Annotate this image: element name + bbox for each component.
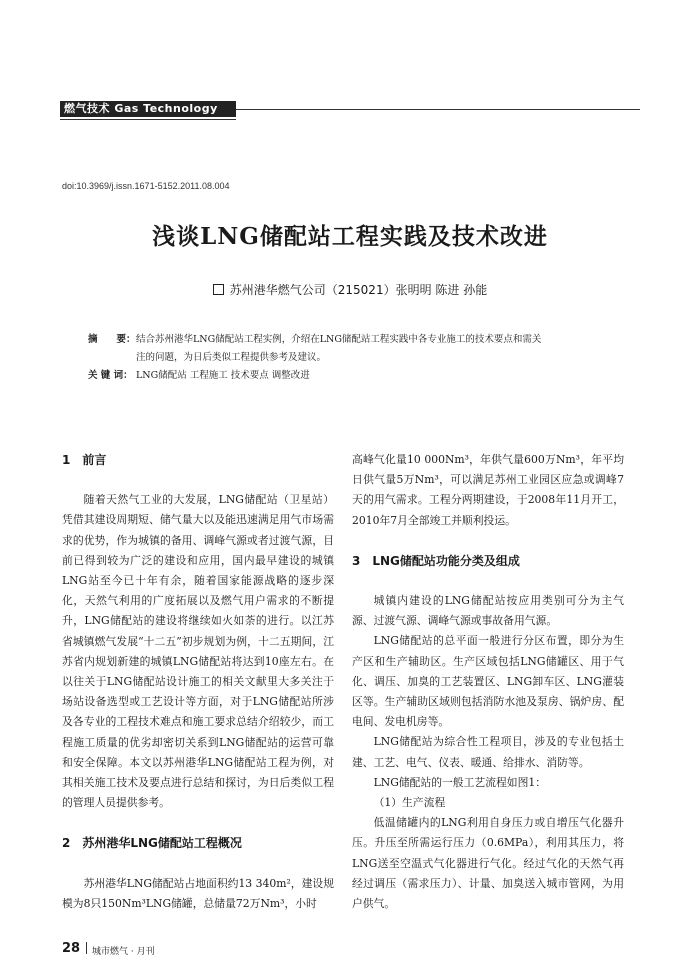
section-3-paragraph-1: 城镇内建设的LNG储配站按应用类别可分为主气源、过渡气源、调峰气源或事故备用气源。	[352, 594, 624, 628]
section-3-paragraph-4: LNG储配站的一般工艺流程如图1：	[373, 775, 547, 789]
section-3-paragraph-2: LNG储配站的总平面一般进行分区布置，即分为生产区和生产辅助区。生产区域包括LNG储罐区、用于气化、调压、加臭的工艺装置区、LNG卸车区、LNG灌装区等。生产辅助区域则包括消防水池及泵房、锅炉房、配电间、发电机房等。	[352, 634, 624, 729]
section-3-paragraph-5: （1）生产流程	[373, 796, 446, 810]
journal-name: 城市燃气 · 月刊	[92, 947, 155, 957]
column-header-badge: 燃气技术 Gas Technology	[60, 101, 236, 117]
keywords-label: 关 键 词：	[88, 370, 133, 381]
section-2-continuation: 高峰气化量10 000Nm³，年供气量600万Nm³，年平均日供气量5万Nm³，可以满足苏州工业园区应急或调峰7天的用气需求。工程分两期建设，于2008年11月开工，2010年7月全部竣工并顺利投运。	[352, 453, 624, 527]
abstract-text-1: 结合苏州港华LNG储配站工程实例，介绍在LNG储配站工程实践中各专业施工的技术要点和需关	[136, 334, 542, 345]
keywords: LNG储配站 工程施工 技术要点 调整改进	[136, 370, 310, 381]
section-3-paragraph-6: 低温储罐内的LNG利用自身压力或自增压气化器升压。升压至所需运行压力（0.6MPa），利用其压力，将LNG送至空温式气化器进行气化。经过气化的天然气再经过调压（需求压力）、计量、加臭送入城市管网，为用户供气。	[352, 816, 624, 911]
section-1-paragraph: 随着天然气工业的大发展，LNG储配站（卫星站）凭借其建设周期短、储气量大以及能迅速满足用气市场需求的优势，作为城镇的备用、调峰气源或者过渡气源，目前已得到较为广泛的建设和应用，国内最早建设的城镇LNG站至今已十年有余，随着国家能源战略的逐步深化，天然气利用的广度拓展以及燃气用户需求的不断提升，LNG储配站的建设将继续如火如荼的进行。以江苏省城镇燃气发展“十二五”初步规划为例，十二五期间，江苏省内规划新建的城镇LNG储配站将达到10座左右。在以往关于LNG储配站设计施工的相关文献里大多关注于场站设备选型或工艺设计等方面，对于LNG储配站所涉及各专业的工程技术难点和施工要求总结介绍较少，而工程施工质量的优劣却密切关系到LNG储配站的运营可靠和安全保障。本文以苏州港华LNG储配站工程为例，对其相关施工技术及要点进行总结和探讨，为日后类似工程的管理人员提供参考。	[62, 493, 334, 810]
authors	[0, 281, 700, 298]
section-3-heading: 3 LNG储配站功能分类及组成	[352, 553, 520, 568]
abstract-label: 摘 要：	[88, 334, 136, 345]
header-rule	[236, 109, 640, 110]
footer-divider	[86, 942, 87, 954]
author-box-icon	[213, 284, 224, 295]
authors-text: 苏州港华燃气公司（215021）张明明 陈进 孙能	[229, 283, 488, 297]
doi: doi:10.3969/j.issn.1671-5152.2011.08.004	[62, 181, 230, 191]
section-2-paragraph: 苏州港华LNG储配站占地面积约13 340m²，建设规模为8只150Nm³LNG储罐，总储量72万Nm³，小时	[62, 876, 334, 910]
section-3-paragraph-3: LNG储配站为综合性工程项目，涉及的专业包括土建、工艺、电气、仪表、暖通、给排水、消防等。	[352, 735, 624, 769]
right-column	[352, 450, 624, 914]
abstract-block	[88, 331, 628, 385]
section-2-heading: 2 苏州港华LNG储配站工程概况	[62, 836, 242, 851]
header-rule-lower	[60, 119, 236, 120]
abstract-text-2: 注的问题，为日后类似工程提供参考及建议。	[136, 352, 327, 363]
left-column	[62, 450, 334, 914]
page-number: 28	[62, 941, 81, 956]
section-1-heading: 1 前言	[62, 453, 107, 467]
article-title: 浅谈LNG储配站工程实践及技术改进	[152, 223, 548, 250]
